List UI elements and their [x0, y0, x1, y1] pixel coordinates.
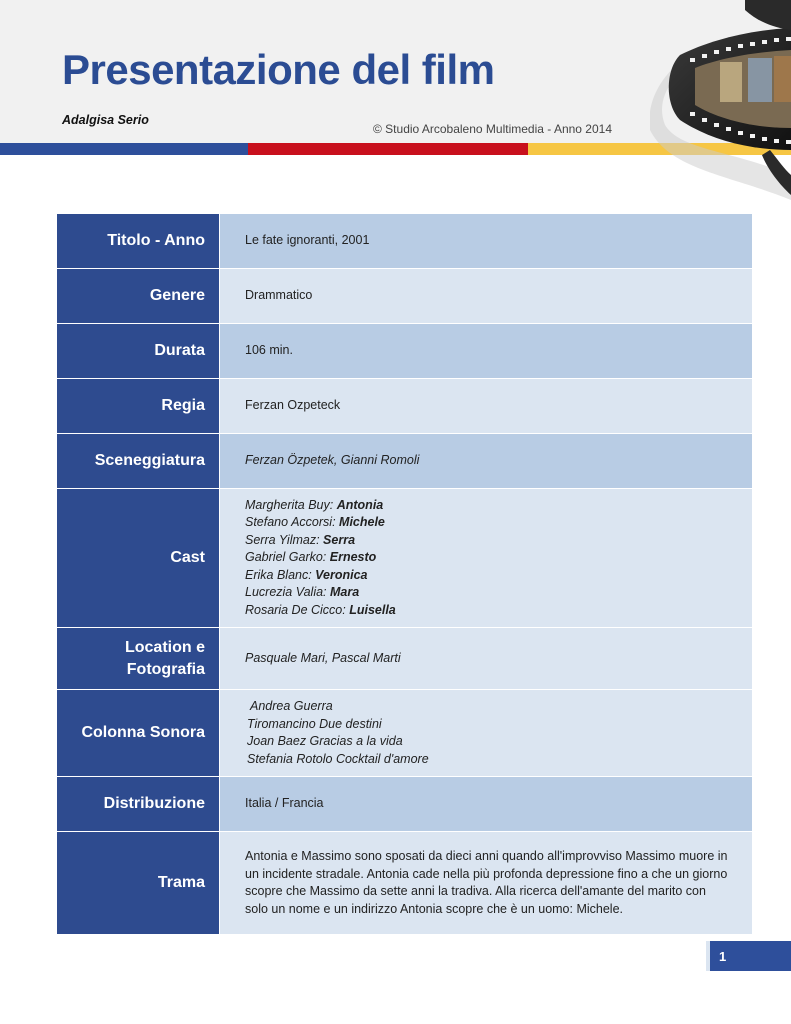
film-reel-icon [650, 0, 791, 200]
value-regia: Ferzan Ozpeteck [220, 379, 752, 433]
label-trama: Trama [57, 832, 220, 934]
label-sceneggiatura: Sceneggiatura [57, 434, 220, 488]
label-durata: Durata [57, 324, 220, 378]
label-colonna-sonora: Colonna Sonora [57, 690, 220, 776]
value-distribuzione: Italia / Francia [220, 777, 752, 831]
table-row-trama [57, 832, 752, 934]
copyright-text: © Studio Arcobaleno Multimedia - Anno 2014 [373, 122, 612, 136]
table-row-colonna-sonora [57, 690, 752, 777]
cast-member: Lucrezia Valia: Mara [245, 585, 360, 600]
page-number: 1 [710, 941, 791, 971]
label-location-fotografia: Location e Fotografia [57, 628, 220, 689]
soundtrack-item: Tiromancino Due destini [247, 716, 382, 731]
value-durata: 106 min. [220, 324, 752, 378]
author-name: Adalgisa Serio [62, 113, 149, 127]
value-cast [220, 489, 752, 627]
cast-member: Margherita Buy: Antonia [245, 497, 384, 512]
value-location-fotografia: Pasquale Mari, Pascal Marti [220, 628, 752, 689]
soundtrack-item: Joan Baez Gracias a la vida [247, 734, 403, 748]
value-trama: Antonia e Massimo sono sposati da dieci anni quando all'improvviso Massimo muore in un incidente stradale. Antonia cade nella più profonda depressione fino a che un giorno scopre che Massimo da sette anni la tradiva. Alla ricerca dell'amante del marito con solo un nome e un indirizzo Antonia scopre che è un uomo: Michele. [220, 832, 752, 934]
header-bar-blue [0, 143, 248, 155]
table-row-distribuzione [57, 777, 752, 832]
value-sceneggiatura: Ferzan Özpetek, Gianni Romoli [220, 434, 752, 488]
table-row-genere [57, 269, 752, 324]
header-bar-red [248, 143, 528, 155]
cast-member: Stefano Accorsi: Michele [245, 515, 385, 530]
label-genere: Genere [57, 269, 220, 323]
label-distribuzione: Distribuzione [57, 777, 220, 831]
label-regia: Regia [57, 379, 220, 433]
label-cast: Cast [57, 489, 220, 627]
cast-member: Gabriel Garko: Ernesto [245, 550, 377, 565]
cast-member: Serra Yilmaz: Serra [245, 532, 356, 547]
table-row-location [57, 628, 752, 690]
page-title: Presentazione del film [62, 46, 495, 93]
value-colonna-sonora [220, 690, 752, 776]
soundtrack-item: Stefania Rotolo Cocktail d'amore [247, 751, 429, 766]
cast-member: Erika Blanc: Veronica [245, 567, 368, 582]
film-info-table [57, 214, 752, 934]
value-titolo-anno: Le fate ignoranti, 2001 [220, 214, 752, 268]
table-row-cast [57, 489, 752, 628]
table-row-titolo [57, 214, 752, 269]
table-row-durata [57, 324, 752, 379]
value-genere: Drammatico [220, 269, 752, 323]
cast-member: Rosaria De Cicco: Luisella [245, 602, 396, 617]
label-titolo-anno: Titolo - Anno [57, 214, 220, 268]
soundtrack-item: Andrea Guerra [247, 699, 333, 713]
table-row-regia [57, 379, 752, 434]
table-row-sceneggiatura [57, 434, 752, 489]
